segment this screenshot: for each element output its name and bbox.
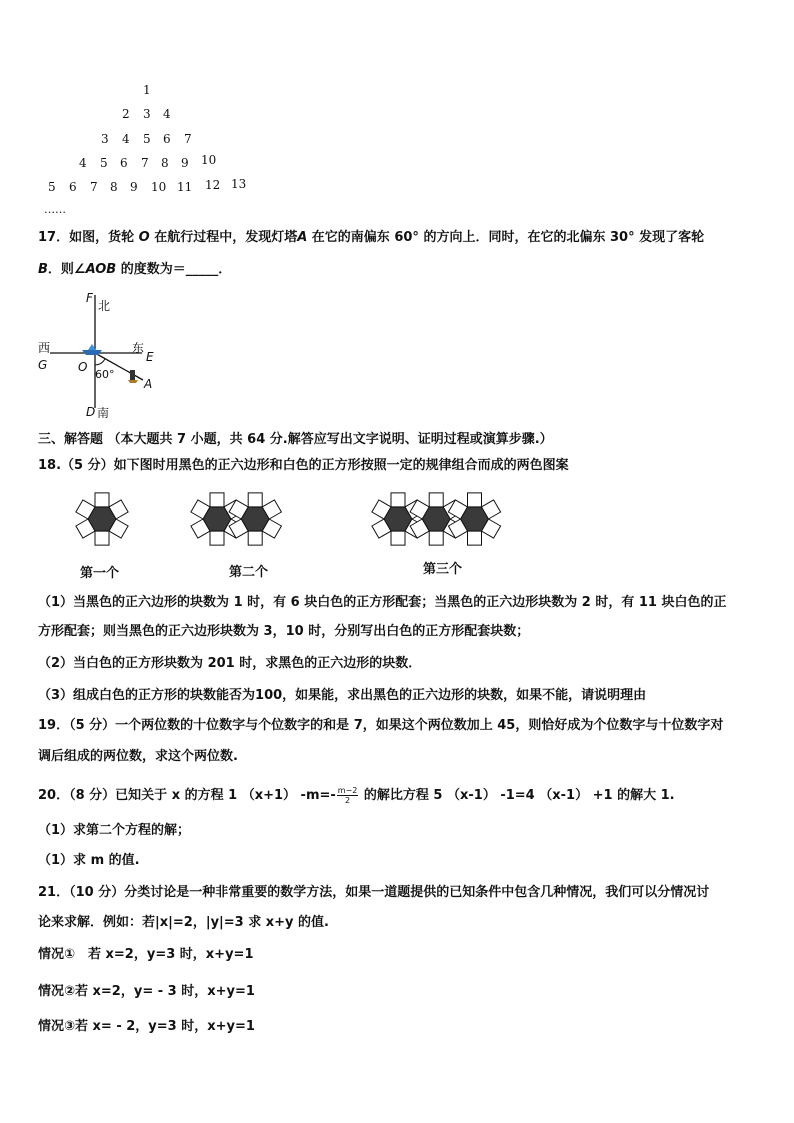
triangle-ellipsis: …… bbox=[44, 203, 66, 216]
white-square bbox=[391, 531, 405, 545]
triangle-cell: 7 bbox=[184, 132, 192, 146]
q21-case2: 情况②若 x=2，y= - 3 时，x+y=1 bbox=[38, 984, 255, 999]
white-square bbox=[429, 531, 443, 545]
triangle-cell: 3 bbox=[143, 107, 151, 121]
label-east: 东 bbox=[132, 341, 145, 355]
q18-part1-line2: 方形配套；则当黑色的正六边形块数为 3，10 时，分别写出白色的正方形配套块数； bbox=[38, 624, 530, 639]
label-west: 西 bbox=[38, 341, 51, 355]
q19-line1: 19．（5 分）一个两位数的十位数字与个位数字的和是 7，如果这个两位数加上 45，则恰好成为个位数字与十位数字对 bbox=[38, 718, 724, 733]
triangle-cell: 9 bbox=[181, 156, 189, 170]
q21-case1: 情况① 若 x=2，y=3 时，x+y=1 bbox=[38, 947, 254, 962]
caption-first: 第一个 bbox=[80, 566, 120, 581]
q17-line1: 17．如图，货轮 O 在航行过程中，发现灯塔A 在它的南偏东 60° 的方向上．同时，在它的北偏东 30° 发现了客轮 bbox=[38, 230, 705, 245]
triangle-cell: 1 bbox=[143, 83, 151, 97]
q19-line2: 调后组成的两位数，求这个两位数. bbox=[38, 749, 238, 764]
caption-second: 第二个 bbox=[229, 565, 269, 580]
label-F: F bbox=[86, 291, 93, 305]
label-O: O bbox=[78, 360, 88, 374]
triangle-cell: 12 bbox=[205, 178, 221, 192]
triangle-cell: 4 bbox=[163, 107, 171, 121]
label-G: G bbox=[38, 358, 48, 372]
triangle-cell: 5 bbox=[143, 132, 151, 146]
triangle-cell: 11 bbox=[177, 180, 193, 194]
triangle-cell: 10 bbox=[201, 153, 217, 167]
triangle-cell: 4 bbox=[79, 156, 87, 170]
section-3-heading: 三、解答题 （本大题共 7 小题，共 64 分.解答应写出文字说明、证明过程或演算步骤.） bbox=[38, 432, 553, 447]
label-north: 北 bbox=[98, 299, 111, 313]
white-square bbox=[248, 493, 262, 507]
q21-case3: 情况③若 x= - 2，y=3 时，x+y=1 bbox=[38, 1019, 255, 1034]
triangle-cell: 9 bbox=[130, 180, 138, 194]
q20-sub2: （1）求 m 的值. bbox=[38, 853, 140, 868]
triangle-cell: 6 bbox=[69, 180, 77, 194]
q21-line1: 21．（10 分）分类讨论是一种非常重要的数学方法，如果一道题提供的已知条件中包含几种情况，我们可以分情况讨 bbox=[38, 885, 710, 900]
label-south: 南 bbox=[97, 406, 110, 420]
triangle-cell: 2 bbox=[122, 107, 130, 121]
white-square bbox=[248, 531, 262, 545]
white-square bbox=[210, 531, 224, 545]
white-square bbox=[210, 493, 224, 507]
q18-stem: 18.（5 分）如下图时用黑色的正六边形和白色的正方形按照一定的规律组合而成的两色图案 bbox=[38, 458, 569, 473]
q20-line: 20．（8 分）已知关于 x 的方程 1 （x+1） -m=- $\frac{m-2}{2}$ 的解比方程 5 （x-1） -1=4 （x-1） +1 的解大 1. bbox=[38, 786, 675, 805]
q20-sub1: （1）求第二个方程的解； bbox=[38, 823, 191, 838]
triangle-cell: 8 bbox=[110, 180, 118, 194]
q18-part3: （3）组成白色的正方形的块数能否为100，如果能，求出黑色的正六边形的块数，如果不能，请说明理由 bbox=[38, 688, 647, 703]
white-square bbox=[468, 531, 482, 545]
q18-part1-line1: （1）当黑色的正六边形的块数为 1 时，有 6 块白色的正方形配套；当黑色的正六边形块数为 2 时，有 11 块白色的正 bbox=[38, 595, 727, 610]
label-angle: 60° bbox=[95, 368, 115, 381]
triangle-cell: 7 bbox=[90, 180, 98, 194]
triangle-cell: 5 bbox=[48, 180, 56, 194]
q18-part2: （2）当白色的正方形块数为 201 时，求黑色的正六边形的块数． bbox=[38, 656, 422, 671]
caption-third: 第三个 bbox=[423, 562, 463, 577]
triangle-cell: 8 bbox=[161, 156, 169, 170]
triangle-cell: 6 bbox=[163, 132, 171, 146]
label-A: A bbox=[144, 377, 153, 391]
white-square bbox=[95, 493, 109, 507]
triangle-cell: 4 bbox=[122, 132, 130, 146]
label-E: E bbox=[146, 350, 154, 364]
q17-line2: B．则∠AOB 的度数为＝_____． bbox=[38, 262, 232, 277]
white-square bbox=[391, 493, 405, 507]
q20-fraction: $\frac{m-2}{2}$ bbox=[337, 786, 358, 805]
white-square bbox=[468, 493, 482, 507]
triangle-cell: 10 bbox=[151, 180, 167, 194]
triangle-cell: 6 bbox=[120, 156, 128, 170]
hexagon-square-patterns bbox=[60, 485, 540, 555]
triangle-cell: 13 bbox=[231, 177, 247, 191]
triangle-cell: 5 bbox=[100, 156, 108, 170]
q21-line2: 论来求解．例如：若|x|=2，|y|=3 求 x+y 的值. bbox=[38, 915, 329, 930]
triangle-cell: 3 bbox=[101, 132, 109, 146]
white-square bbox=[429, 493, 443, 507]
label-D: D bbox=[86, 405, 96, 419]
triangle-cell: 7 bbox=[141, 156, 149, 170]
white-square bbox=[95, 531, 109, 545]
